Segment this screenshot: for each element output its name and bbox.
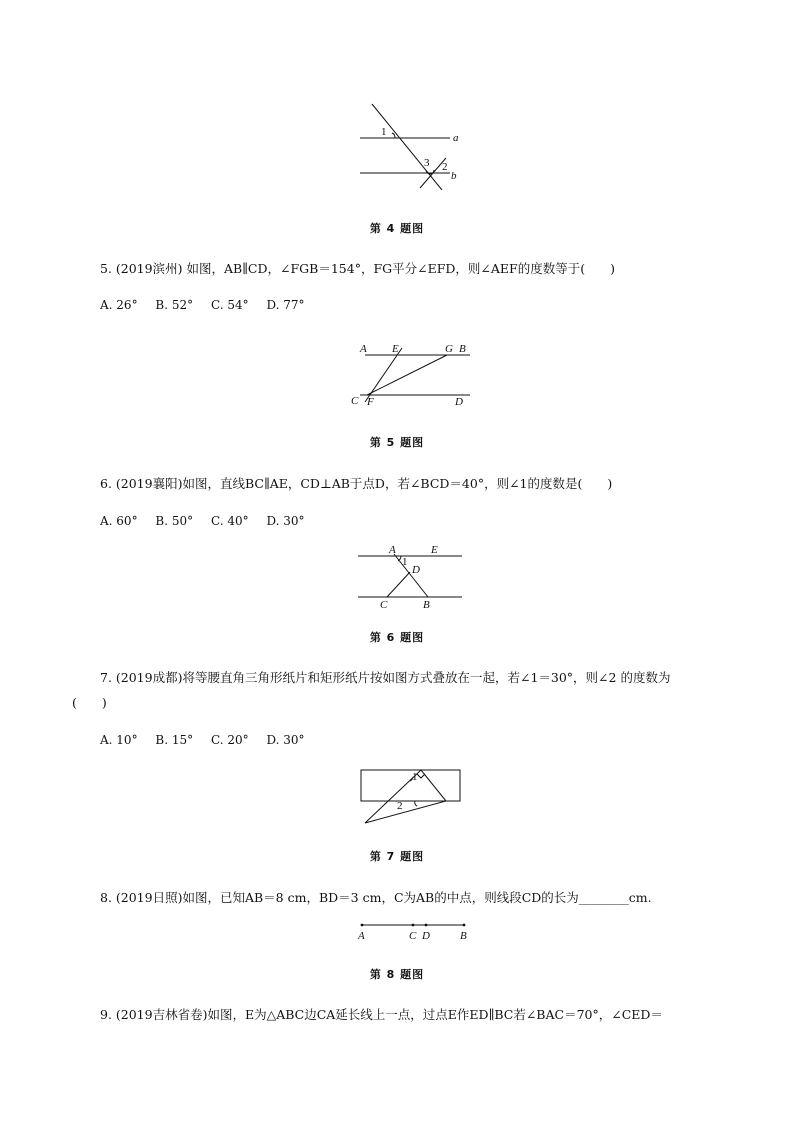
transversal-1 (372, 104, 442, 190)
figure-4-caption: 第 4 题图 (369, 222, 425, 235)
point-a-label: A (360, 343, 367, 355)
question-6-options (100, 514, 319, 528)
point-d-label: D (412, 564, 420, 576)
angle-1-label: 1 (412, 771, 418, 783)
question-5-options (100, 298, 319, 312)
option-b: B. 52° (155, 298, 194, 312)
point-b-label: B (460, 930, 467, 942)
angle-2-label: 2 (442, 161, 448, 173)
point-e-label: E (431, 544, 438, 556)
option-d: D. 30° (266, 733, 305, 747)
angle-3-label: 3 (424, 157, 430, 169)
point-e-label: E (392, 343, 399, 355)
angle-2-label: 2 (397, 800, 403, 812)
segment-cd (387, 572, 410, 597)
point-c-label: C (409, 930, 417, 942)
point-b (463, 924, 466, 927)
angle-1-label: 1 (402, 556, 408, 568)
question-7-options (100, 733, 319, 747)
right-triangle-paper (365, 770, 446, 823)
figure-8 (352, 918, 472, 946)
option-d: D. 30° (266, 514, 305, 528)
point-c (412, 924, 415, 927)
point-f-label: F (367, 396, 374, 408)
figure-6 (350, 540, 470, 615)
point-d-label: D (455, 396, 463, 408)
question-7-paren: ( ) (72, 695, 107, 710)
angle-2-arc (415, 801, 417, 806)
point-a-label: A (358, 930, 365, 942)
point-d (425, 924, 428, 927)
line-b-label: b (451, 170, 457, 182)
point-d-label: D (422, 930, 430, 942)
figure-4 (350, 100, 470, 190)
angle-1-arc (392, 133, 395, 138)
right-angle-mark (417, 774, 425, 778)
question-5-text: 5. (2019滨州) 如图，AB∥CD，∠FGB＝154°，FG平分∠EFD，则∠AEF的度数等于( ) (100, 261, 615, 276)
point-c-label: C (351, 395, 359, 407)
option-b: B. 50° (155, 514, 194, 528)
angle-1-label: 1 (381, 126, 387, 138)
option-a: A. 26° (100, 298, 138, 312)
figure-7-caption: 第 7 题图 (369, 850, 425, 863)
option-c: C. 54° (210, 298, 249, 312)
question-6-text: 6. (2019襄阳)如图，直线BC∥AE，CD⊥AB于点D，若∠BCD＝40°，则∠1的度数是( ) (100, 476, 613, 491)
point-c-label: C (380, 599, 388, 611)
figure-8-caption: 第 8 题图 (369, 968, 425, 981)
point-b-label: B (459, 343, 466, 355)
point-b-label: B (423, 599, 430, 611)
question-9-text: 9. (2019吉林省卷)如图，E为△ABC边CA延长线上一点，过点E作ED∥BC若∠BAC＝70°，∠CED＝ (100, 1007, 663, 1022)
rectangle-paper (361, 770, 460, 801)
option-d: D. 77° (266, 298, 305, 312)
figure-6-caption: 第 6 题图 (369, 631, 425, 644)
line-a-label: a (453, 132, 459, 144)
option-a: A. 60° (100, 514, 138, 528)
point-g-label: G (445, 343, 453, 355)
question-7-text: 7. (2019成都)将等腰直角三角形纸片和矩形纸片按如图方式叠放在一起，若∠1＝30°，则∠2 的度数为 (100, 670, 671, 685)
option-b: B. 15° (155, 733, 194, 747)
figure-7 (355, 765, 470, 830)
angle-1-arc (398, 556, 401, 561)
segment-ef (365, 348, 402, 402)
option-a: A. 10° (100, 733, 138, 747)
figure-5-caption: 第 5 题图 (369, 436, 425, 449)
point-a (361, 924, 364, 927)
option-c: C. 20° (210, 733, 249, 747)
segment-fg (367, 355, 447, 395)
figure-5 (345, 338, 485, 413)
option-c: C. 40° (210, 514, 249, 528)
point-a-label: A (389, 544, 396, 556)
question-8-text: 8. (2019日照)如图，已知AB＝8 cm，BD＝3 cm，C为AB的中点，则线段CD的长为________cm. (100, 890, 652, 905)
